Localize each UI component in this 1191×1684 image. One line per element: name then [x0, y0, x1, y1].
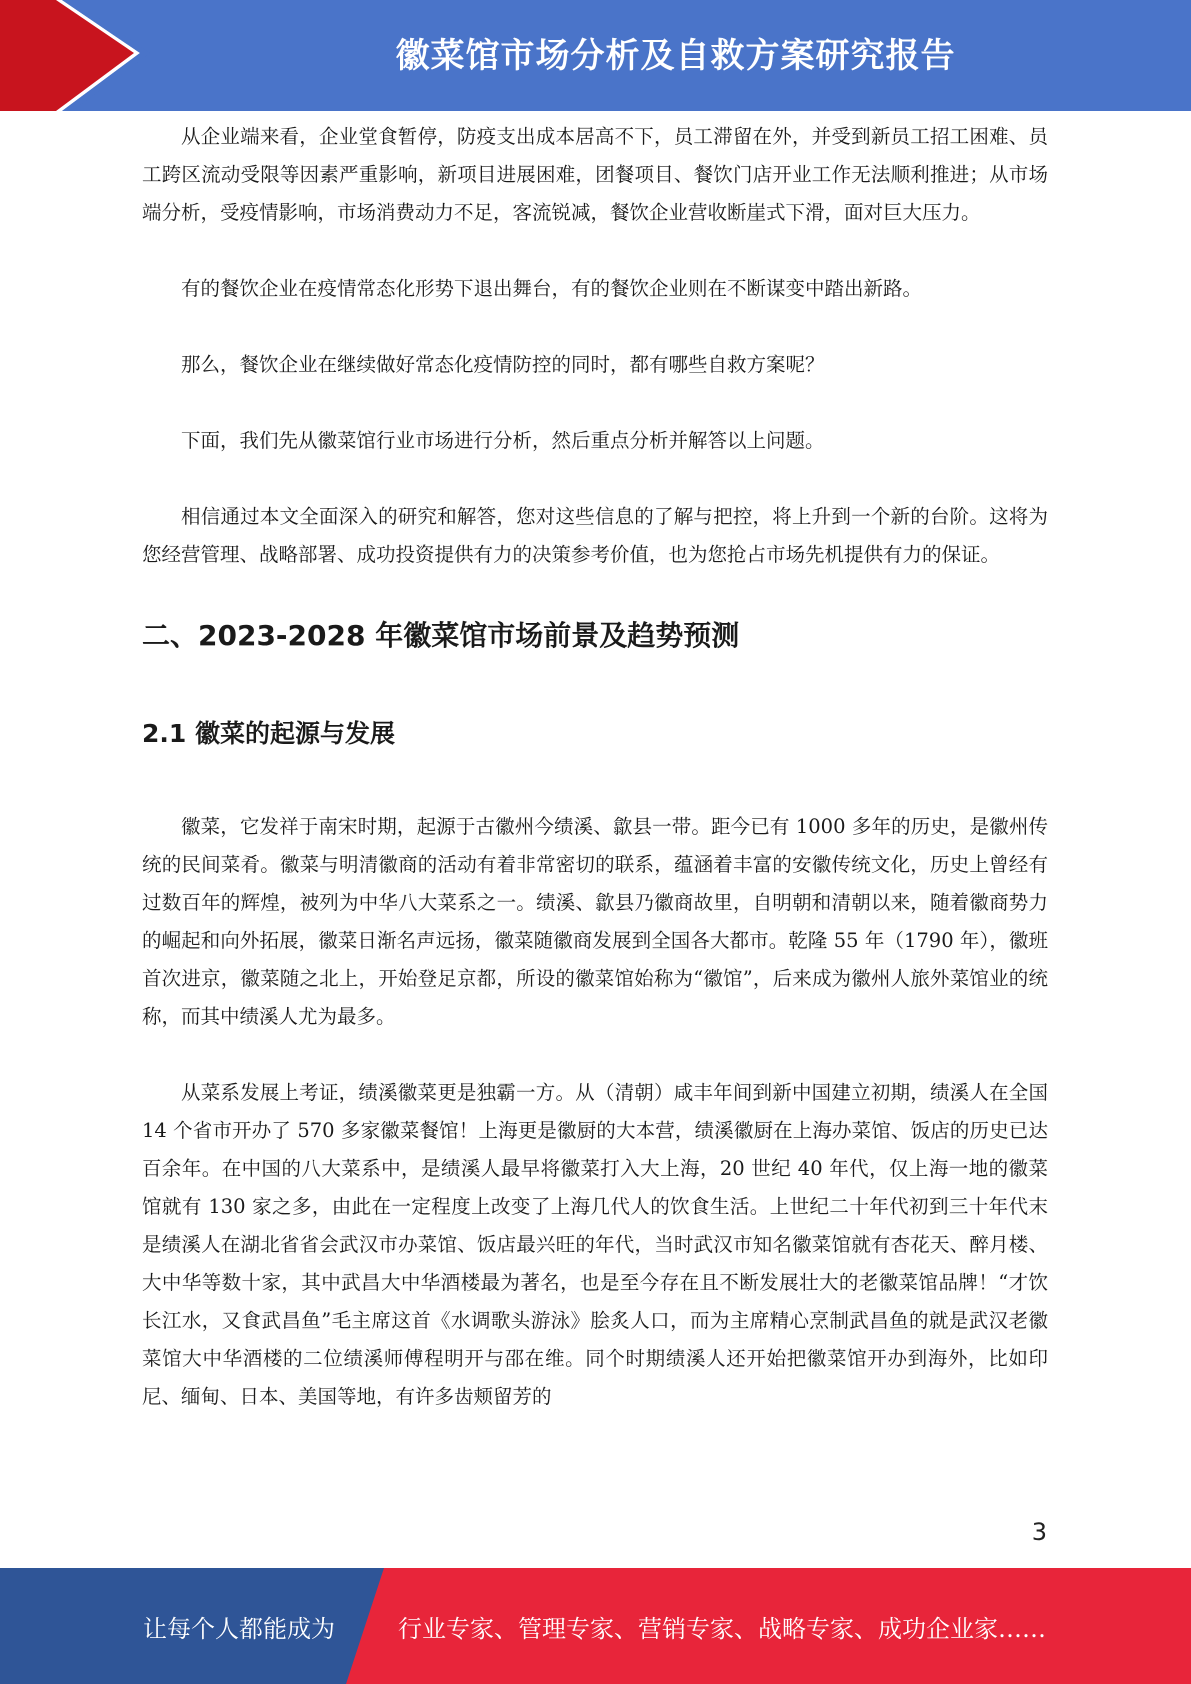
- paragraph-value: 相信通过本文全面深入的研究和解答，您对这些信息的了解与把控，将上升到一个新的台阶。这将为您经营管理、战略部署、成功投资提供有力的决策参考价值，也为您抢占市场先机提供有力的保证。: [142, 505, 1048, 566]
- red-arrow-decoration: [0, 0, 160, 111]
- subsection-heading: 2.1 徽菜的起源与发展: [142, 719, 395, 748]
- paragraph-origin: 徽菜，它发祥于南宋时期，起源于古徽州今绩溪、歙县一带。距今已有 1000 多年的历史，是徽州传统的民间菜肴。徽菜与明清徽商的活动有着非常密切的联系，蕴涵着丰富的安徽传统文化，历史上曾经有过数百年的辉煌，被列为中华八大菜系之一。绩溪、歙县乃徽商故里，自明朝和清朝以来，随着徽商势力的崛起和向外拓展，徽菜日渐名声远扬，徽菜随徽商发展到全国各大都市。乾隆 55 年（1790 年），徽班首次进京，徽菜随之北上，开始登足京都，所设的徽菜馆始称为“徽馆”，后来成为徽州人旅外菜馆业的统称，而其中绩溪人尤为最多。: [142, 815, 1048, 1028]
- page-footer: [0, 1568, 1191, 1684]
- footer-slogan-right: 行业专家、管理专家、营销专家、战略专家、成功企业家……: [398, 1614, 1046, 1643]
- footer-slogan-left: 让每个人都能成为: [143, 1614, 335, 1643]
- paragraph-enterprise-impact: 从企业端来看，企业堂食暂停，防疫支出成本居高不下，员工滞留在外，并受到新员工招工困难、员工跨区流动受限等因素严重影响，新项目进展困难，团餐项目、餐饮门店开业工作无法顺利推进；从市场端分析，受疫情影响，市场消费动力不足，客流锐减，餐饮企业营收断崖式下滑，面对巨大压力。: [142, 125, 1048, 224]
- page-header: [0, 0, 1191, 111]
- paragraph-question: 那么，餐饮企业在继续做好常态化疫情防控的同时，都有哪些自救方案呢？: [181, 353, 825, 376]
- document-body: [142, 118, 1048, 1416]
- paragraph-overview: 下面，我们先从徽菜馆行业市场进行分析，然后重点分析并解答以上问题。: [181, 429, 825, 452]
- paragraph-development: 从菜系发展上考证，绩溪徽菜更是独霸一方。从（清朝）咸丰年间到新中国建立初期，绩溪人在全国 14 个省市开办了 570 多家徽菜餐馆！上海更是徽厨的大本营，绩溪徽厨在上海办菜馆、饭店的历史已达百余年。在中国的八大菜系中，是绩溪人最早将徽菜打入大上海，20 世纪 40 年代，仅上海一地的徽菜馆就有 130 家之多，由此在一定程度上改变了上海几代人的饮食生活。上世纪二十年代初到三十年代末是绩溪人在湖北省省会武汉市办菜馆、饭店最兴旺的年代，当时武汉市知名徽菜馆就有杏花天、醉月楼、大中华等数十家，其中武昌大中华酒楼最为著名，也是至今存在且不断发展壮大的老徽菜馆品牌！“才饮长江水，又食武昌鱼”毛主席这首《水调歌头游泳》脍炙人口，而为主席精心烹制武昌鱼的就是武汉老徽菜馆大中华酒楼的二位绩溪师傅程明开与邵在维。同个时期绩溪人还开始把徽菜馆开办到海外，比如印尼、缅甸、日本、美国等地，有许多齿颊留芳的: [142, 1081, 1048, 1408]
- paragraph-exit-or-adapt: 有的餐饮企业在疫情常态化形势下退出舞台，有的餐饮企业则在不断谋变中踏出新路。: [181, 277, 923, 300]
- section-heading: 二、2023-2028 年徽菜馆市场前景及趋势预测: [142, 619, 740, 652]
- report-title: 徽菜馆市场分析及自救方案研究报告: [395, 35, 956, 76]
- page-number: 3: [1031, 1518, 1047, 1546]
